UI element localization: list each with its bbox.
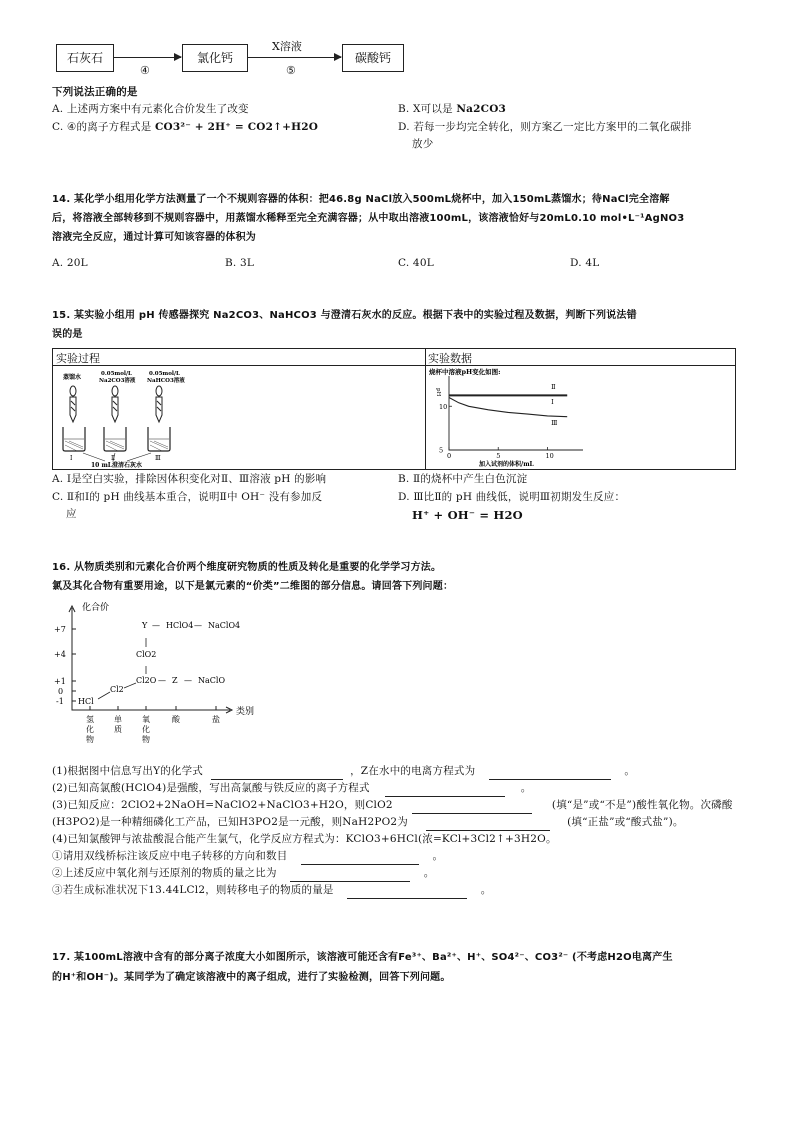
q14-option-a: A. 20L: [52, 257, 88, 269]
cat-acid: 酸: [172, 715, 180, 724]
q16-valence-diagram: [52, 600, 282, 752]
q16-blank-y-formula[interactable]: [211, 767, 343, 780]
y-plus1: +1: [54, 677, 66, 686]
cat-element-1: 单: [114, 715, 122, 724]
cat-oxide-1: 氧: [142, 715, 150, 724]
q14-stem-line3: 溶液完全反应，通过计算可知该容器的体积为: [52, 232, 256, 243]
q16-sub4-1: ①请用双线桥标注该反应中电子转移的方向和数目 。: [52, 848, 443, 865]
q17-stem-line1: 17. 某100mL溶液中含有的部分离子浓度大小如图所示，该溶液可能还含有Fe³⁺、Ba²⁺、H⁺、SO4²⁻、CO3²⁻ (不考虑H2O电离产生: [52, 952, 673, 963]
dropper-3: [156, 386, 162, 422]
species-cl2: Cl2: [110, 685, 124, 694]
q16-blank-hclo4-fe[interactable]: [385, 784, 505, 797]
label-nahco3: NaHCO3溶液: [147, 378, 185, 384]
y-minus1: -1: [56, 697, 64, 706]
q16-sub4: (4)已知氯酸钾与浓盐酸混合能产生氯气，化学反应方程式为：KClO3+6HCl(浓=KCl+3Cl2↑+3H2O。: [52, 833, 557, 845]
q16-blank-clo2-acidic[interactable]: [412, 801, 532, 814]
species-hcl: HCl: [78, 697, 94, 706]
species-naclo: NaClO: [198, 676, 226, 685]
dash-3: —: [152, 621, 160, 630]
dash-4: —: [194, 621, 202, 630]
q15-option-c-line1: C. Ⅱ和Ⅰ的 pH 曲线基本重合，说明Ⅱ中 OH⁻ 没有参加反: [52, 491, 323, 503]
flow-reagent-label: X溶液: [272, 40, 302, 53]
chart-series-label-2: Ⅰ: [551, 397, 554, 406]
cat-salt: 盐: [212, 715, 220, 724]
q16-sub4-2: ②上述反应中氧化剂与还原剂的物质的量之比为 。: [52, 865, 435, 882]
chart-series-label-3: Ⅲ: [551, 418, 558, 427]
species-naclo4: NaClO4: [208, 621, 241, 630]
chart-series-line-3: [449, 398, 567, 417]
q16-sub3-line2: (H3PO2)是一种精细磷化工产品，已知H3PO2是一元酸，则NaH2PO2为 (填“正盐”或“酸式盐”)。: [52, 814, 684, 831]
q13-option-d-line1: D. 若每一步均完全转化，则方案乙一定比方案甲的二氧化碳排: [398, 121, 692, 133]
beaker-1-label: Ⅰ: [70, 455, 73, 462]
q15-table: [52, 348, 736, 470]
dropper-1: [70, 386, 76, 422]
q16-sub3-line1: (3)已知反应：2ClO2+2NaOH=NaClO2+NaClO3+H2O，则ClO2 (填“是”或“不是”)酸性氧化物。次磷酸: [52, 797, 733, 814]
q15-option-d-equation: H⁺ + OH⁻ = H2O: [412, 508, 523, 522]
q13-option-d-line2: 放少: [412, 138, 434, 150]
q16-blank-ratio[interactable]: [290, 869, 410, 882]
beaker-1: [63, 427, 85, 451]
label-na2co3: Na2CO3溶液: [99, 378, 136, 384]
q15-option-d-line1: D. Ⅲ比Ⅱ的 pH 曲线低，说明Ⅲ初期发生反应：: [398, 491, 626, 503]
beaker-3: [148, 427, 170, 451]
q16-blank-nah2po2-type[interactable]: [426, 818, 550, 831]
y-plus4: +4: [54, 650, 66, 659]
q17-stem-line2: 的H⁺和OH⁻)。某同学为了确定该溶液中的离子组成，进行了实验检测，回答下列问题。: [52, 972, 451, 983]
q13-option-c-formula: CO3²⁻ + 2H⁺ = CO2↑+H2O: [155, 121, 319, 133]
y-zero: 0: [58, 687, 64, 696]
y-plus7: +7: [54, 625, 66, 634]
dropper-2: [112, 386, 118, 422]
q16-sub2: (2)已知高氯酸(HClO4)是强酸，写出高氯酸与铁反应的离子方程式 。: [52, 780, 532, 797]
q15-option-c-line2: 应: [66, 508, 77, 520]
xaxis-label: 类别: [236, 707, 255, 717]
beaker-3-label: Ⅲ: [155, 455, 161, 462]
q13-lead: 下列说法正确的是: [52, 86, 138, 98]
cat-oxide-3: 物: [142, 735, 150, 744]
flow-arrow-4: [113, 57, 181, 58]
q16-blank-electron-moles[interactable]: [347, 886, 467, 899]
q15-apparatus: [55, 367, 423, 468]
flow-box-limestone: 石灰石: [56, 44, 114, 72]
q16-blank-double-bridge[interactable]: [301, 852, 419, 865]
q14-stem-line2: 后，将溶液全部转移到不规则容器中，用蒸馏水稀释至完全充满容器；从中取出溶液100mL，该溶液恰好与20mL0.10 mol•L⁻¹AgNO3: [52, 213, 685, 224]
species-z: Z: [172, 676, 178, 685]
flow-box-caco3: 碳酸钙: [342, 44, 404, 72]
chart-xtick-0: 0: [447, 452, 452, 460]
q16-blank-z-ionization[interactable]: [489, 767, 611, 780]
dash-2: —: [184, 676, 192, 685]
cat-oxide-2: 化: [142, 725, 150, 734]
label-water: 蒸馏水: [63, 374, 82, 381]
yaxis-label: 化合价: [82, 603, 110, 613]
limewater-label: 10 mL澄清石灰水: [91, 462, 143, 468]
beaker-2-label: Ⅱ: [111, 455, 116, 462]
q15-col-data: 实验数据: [428, 352, 472, 365]
q15-stem-line2: 误的是: [52, 329, 83, 340]
q15-col-process: 实验过程: [56, 352, 100, 365]
q15-option-b: B. Ⅱ的烧杯中产生白色沉淀: [398, 473, 528, 485]
species-y: Y: [142, 621, 148, 630]
chart-series-label-1: Ⅱ: [551, 382, 556, 391]
flow-step-5: ⑤: [286, 64, 296, 77]
chart-ytick-5: 5: [439, 446, 444, 455]
chart-xlabel: 加入试剂的体积/mL: [479, 461, 534, 468]
q16-stem-line2: 氯及其化合物有重要用途，以下是氯元素的“价类”二维图的部分信息。请回答下列问题：: [52, 581, 454, 592]
q16-sub1: (1)根据图中信息写出Y的化学式 ，Z在水中的电离方程式为 。: [52, 763, 635, 780]
species-cl2o: Cl2O: [136, 676, 157, 685]
cat-hydride-3: 物: [86, 735, 94, 744]
q13-option-b: B. X可以是 Na2CO3: [398, 103, 507, 115]
q16-stem-line1: 16. 从物质类别和元素化合价两个维度研究物质的性质及转化是重要的化学学习方法。: [52, 562, 442, 573]
label-nahco3-conc: 0.05mol/L: [149, 371, 180, 377]
chart-ytick-10: 10: [439, 402, 448, 411]
q14-option-d: D. 4L: [570, 257, 600, 269]
species-clo2: ClO2: [136, 650, 157, 659]
dash-1: —: [158, 676, 166, 685]
q13-option-b-formula: Na2CO3: [456, 103, 507, 115]
flow-box-cacl2: 氯化钙: [182, 44, 248, 72]
beaker-2: [104, 427, 126, 451]
chart-title: 烧杯中溶液pH变化如图:: [429, 368, 501, 376]
q15-ph-chart: [427, 366, 607, 468]
q15-option-a: A. Ⅰ是空白实验，排除因体积变化对Ⅱ、Ⅲ溶液 pH 的影响: [52, 473, 327, 485]
flow-arrow-5: [247, 57, 341, 58]
cat-hydride-2: 化: [86, 725, 94, 734]
chart-xtick-5: 5: [496, 452, 501, 460]
chart-xtick-10: 10: [545, 452, 554, 460]
species-hclo4: HClO4: [166, 621, 194, 630]
q14-option-b: B. 3L: [225, 257, 255, 269]
q15-stem-line1: 15. 某实验小组用 pH 传感器探究 Na2CO3、NaHCO3 与澄清石灰水的反应。根据下表中的实验过程及数据，判断下列说法错: [52, 310, 637, 321]
q14-option-c: C. 40L: [398, 257, 434, 269]
q13-option-a: A. 上述两方案中有元素化合价发生了改变: [52, 103, 249, 115]
q13-option-c: C. ④的离子方程式是 CO3²⁻ + 2H⁺ = CO2↑+H2O: [52, 121, 319, 133]
q16-sub4-3: ③若生成标准状况下13.44LCl2，则转移电子的物质的量是 。: [52, 882, 491, 899]
flow-step-4: ④: [140, 64, 150, 77]
label-na2co3-conc: 0.05mol/L: [101, 371, 132, 377]
cat-hydride-1: 氢: [86, 715, 94, 724]
cat-element-2: 质: [114, 725, 122, 734]
chart-ylabel: pH: [435, 388, 441, 397]
q14-stem-line1: 14. 某化学小组用化学方法测量了一个不规则容器的体积：把46.8g NaCl放入500mL烧杯中，加入150mL蒸馏水；待NaCl完全溶解: [52, 194, 670, 205]
